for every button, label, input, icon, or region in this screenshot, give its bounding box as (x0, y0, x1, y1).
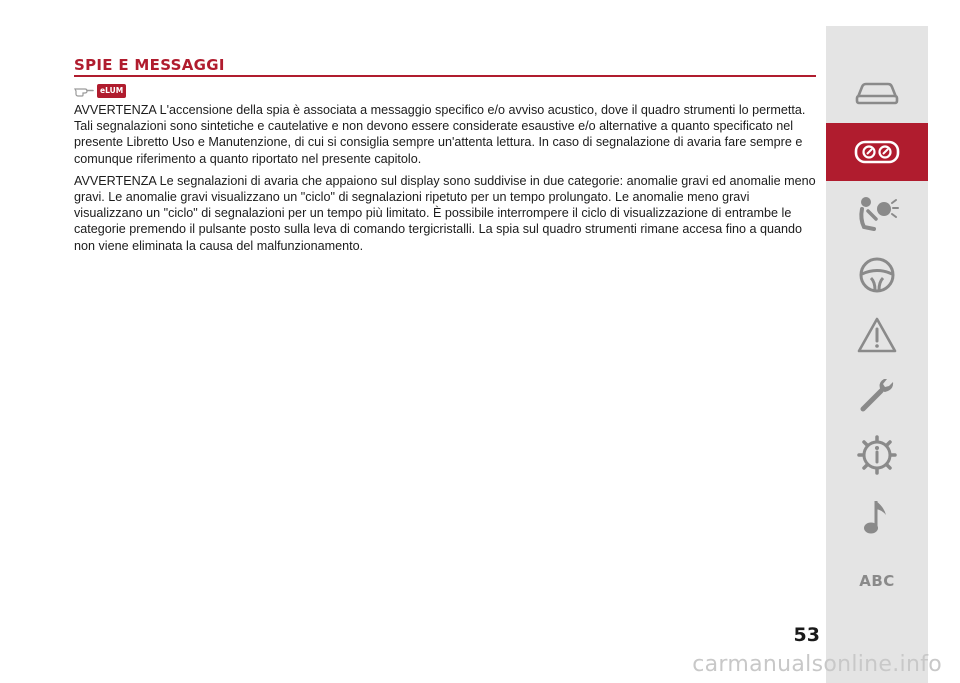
watermark: carmanualsonline.info (692, 652, 942, 677)
page-title: SPIE E MESSAGGI (74, 56, 225, 74)
index-label: ABC (859, 572, 895, 590)
sidebar-item-technical[interactable] (826, 426, 928, 484)
info-gear-icon (856, 434, 898, 476)
sidebar-item-driving[interactable] (826, 246, 928, 304)
sidebar-item-index[interactable] (826, 552, 928, 610)
chapter-sidebar (826, 26, 928, 683)
title-divider (74, 75, 816, 77)
sidebar-item-instruments[interactable] (826, 123, 928, 181)
note-indicator (74, 84, 126, 102)
page-number: 53 (793, 624, 820, 646)
sidebar-item-car[interactable] (826, 64, 928, 122)
car-icon (854, 79, 900, 107)
music-note-icon (860, 497, 894, 537)
sidebar-item-multimedia[interactable] (826, 488, 928, 546)
wrench-icon (857, 375, 897, 415)
sidebar-item-maintenance[interactable] (826, 366, 928, 424)
instrument-panel-icon (854, 138, 900, 166)
warning-paragraph: AVVERTENZA Le segnalazioni di avaria che appaiono sul display sono suddivise in due categorie: anomalie gravi ed anomalie meno gravi. Le anomalie gravi visualizzano un "ciclo" di segnalazioni ripetuto per un tempo prolungato. Le anomalie meno gravi visualizzano un "ciclo" di segnalazioni per un tempo più limitato. È possibile interrompere il ciclo di visualizzazione di entrambe le categorie premendo il pulsante posto sulla leva di comando tergicristalli. La spia sul quadro strumenti rimane accesa fino a quando non viene eliminata la causa del malfunzionamento. (74, 173, 816, 253)
elum-badge: eLUM (97, 84, 126, 98)
airbag-passenger-icon (854, 195, 900, 235)
steering-wheel-icon (857, 255, 897, 295)
body-text (74, 102, 819, 260)
pointing-hand-icon (74, 84, 94, 102)
sidebar-item-safety[interactable] (826, 186, 928, 244)
warning-triangle-icon (856, 316, 898, 354)
warning-paragraph: AVVERTENZA L'accensione della spia è associata a messaggio specifico e/o avviso acustico, dove il quadro strumenti lo permetta. Tali segnalazioni sono sintetiche e cautelative e non devono essere considerate esaustive e/o alternative a quanto specificato nel presente Libretto Uso e Manutenzione, di cui si consiglia sempre un'attenta lettura. In caso di segnalazione di avaria fare sempre e comunque riferimento a quanto riportato nel presente capitolo. (74, 103, 806, 166)
sidebar-item-emergency[interactable] (826, 306, 928, 364)
